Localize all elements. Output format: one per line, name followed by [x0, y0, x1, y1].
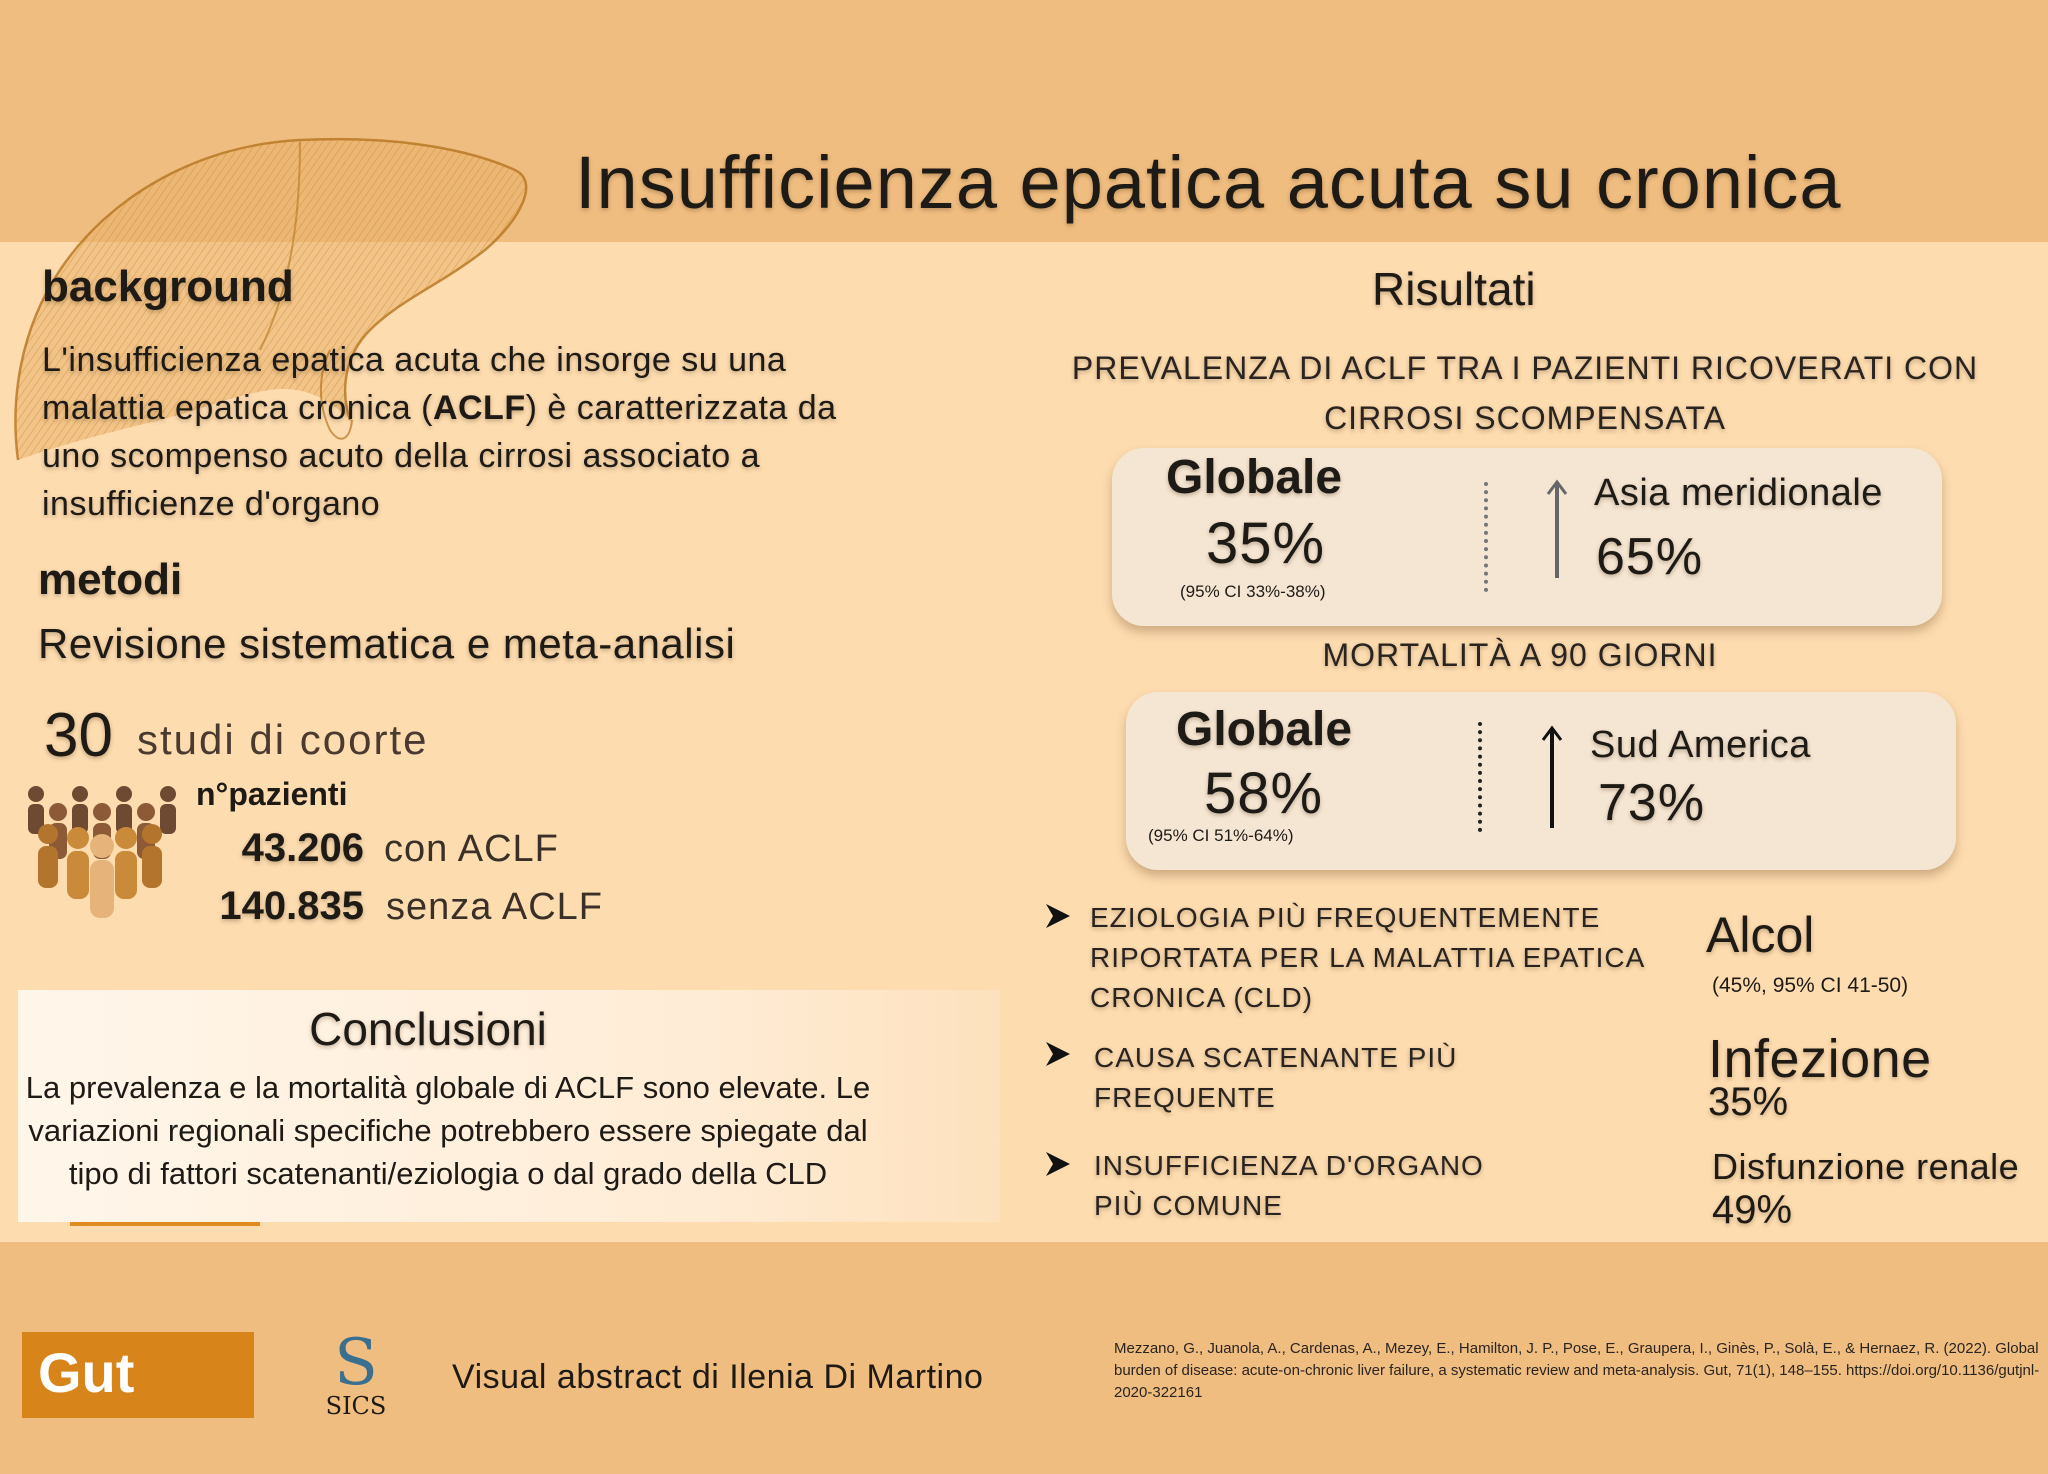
arrow-up-icon — [1545, 478, 1569, 580]
mortality-global-label: Globale — [1176, 703, 1353, 756]
mortality-region-label: Sud America — [1590, 724, 1811, 766]
prevalence-region-value: 65% — [1596, 528, 1704, 586]
prevalence-global-ci: (95% CI 33%-38%) — [1180, 582, 1326, 601]
finding-trigger-label: CAUSA SCATENANTE PIÙ FREQUENTE — [1094, 1042, 1458, 1113]
triangle-bullet-icon — [1046, 1042, 1070, 1066]
triangle-bullet-icon — [1046, 904, 1070, 928]
mortality-divider — [1478, 722, 1482, 832]
sics-logo — [316, 1328, 396, 1418]
citation-reference: Mezzano, G., Juanola, A., Cardenas, A., Mezey, E., Hamilton, J. P., Pose, E., Graupera, I., Ginès, P., Solà, E., & Hernaez, R. (2022). Global burden of disease: acute-on-chronic liver failure, a systematic review and meta-analysis. Gut, 71(1), 148–155. https://doi.org/10.1136/gutjnl-2020-322161 — [1114, 1340, 2040, 1401]
studies-label: studi di coorte — [137, 716, 429, 763]
mortality-region-value: 73% — [1598, 774, 1706, 832]
prevalence-heading: PREVALENZA DI ACLF TRA I PAZIENTI RICOVERATI CON CIRROSI SCOMPENSATA — [1071, 350, 1979, 436]
prevalence-global-value: 35% — [1206, 511, 1326, 576]
aclf-acronym: ACLF — [432, 389, 526, 427]
with-aclf-count: 43.206 — [241, 826, 364, 870]
background-text-start: L'insufficienza epatica acuta che insorge su una malattia epatica cronica ( — [42, 341, 787, 427]
without-aclf-label: senza ACLF — [386, 886, 603, 928]
finding-trigger-value: Infezione — [1708, 1029, 1932, 1089]
footer-credit: Visual abstract di Ilenia Di Martino — [452, 1358, 984, 1396]
finding-organ-failure-label: INSUFFICIENZA D'ORGANO PIÙ COMUNE — [1094, 1150, 1484, 1221]
gut-journal-name: Gut — [38, 1341, 135, 1404]
patients-label: n°pazienti — [196, 776, 348, 812]
prevalence-divider — [1484, 482, 1488, 592]
without-aclf-count: 140.835 — [219, 884, 364, 928]
sics-logo-initial: S — [334, 1328, 378, 1400]
results-heading: Risultati — [1372, 263, 1536, 315]
finding-organ-failure-value: Disfunzione renale — [1712, 1146, 2020, 1187]
mortality-global-value: 58% — [1204, 761, 1324, 826]
finding-etiology-label: EZIOLOGIA PIÙ FREQUENTEMENTE RIPORTATA PER LA MALATTIA EPATICA CRONICA (CLD) — [1090, 902, 1644, 1013]
triangle-bullet-icon — [1046, 1152, 1070, 1176]
mortality-heading: MORTALITÀ A 90 GIORNI — [1322, 637, 1718, 673]
people-group-icon — [22, 782, 182, 922]
accent-divider — [70, 1222, 260, 1226]
with-aclf-label: con ACLF — [384, 828, 559, 870]
finding-organ-failure-detail: 49% — [1712, 1188, 1793, 1232]
methods-text: Revisione sistematica e meta-analisi — [38, 620, 736, 667]
finding-trigger-detail: 35% — [1708, 1080, 1789, 1124]
prevalence-global-label: Globale — [1166, 451, 1343, 504]
sics-logo-name: SICS — [325, 1392, 387, 1418]
background-text — [42, 336, 842, 528]
prevalence-region-label: Asia meridionale — [1594, 472, 1883, 514]
finding-etiology-value: Alcol — [1706, 907, 1815, 963]
page-title: Insufficienza epatica acuta su cronica — [575, 141, 1842, 224]
background-heading: background — [42, 262, 294, 311]
arrow-up-icon — [1540, 724, 1564, 830]
conclusions-heading: Conclusioni — [309, 1003, 547, 1055]
mortality-global-ci: (95% CI 51%-64%) — [1148, 826, 1294, 845]
studies-count: 30 — [44, 701, 113, 770]
conclusions-text: La prevalenza e la mortalità globale di ACLF sono elevate. Le variazioni regionali specifiche potrebbero essere spiegate dal tipo di fattori scatenanti/eziologia o dal grado della CLD — [25, 1070, 871, 1191]
finding-etiology-detail: (45%, 95% CI 41-50) — [1712, 974, 1909, 997]
background-text-end: ) è caratterizzata da uno scompenso acuto della cirrosi associato a insufficienze d'organo — [42, 389, 837, 523]
methods-heading: metodi — [38, 555, 183, 604]
